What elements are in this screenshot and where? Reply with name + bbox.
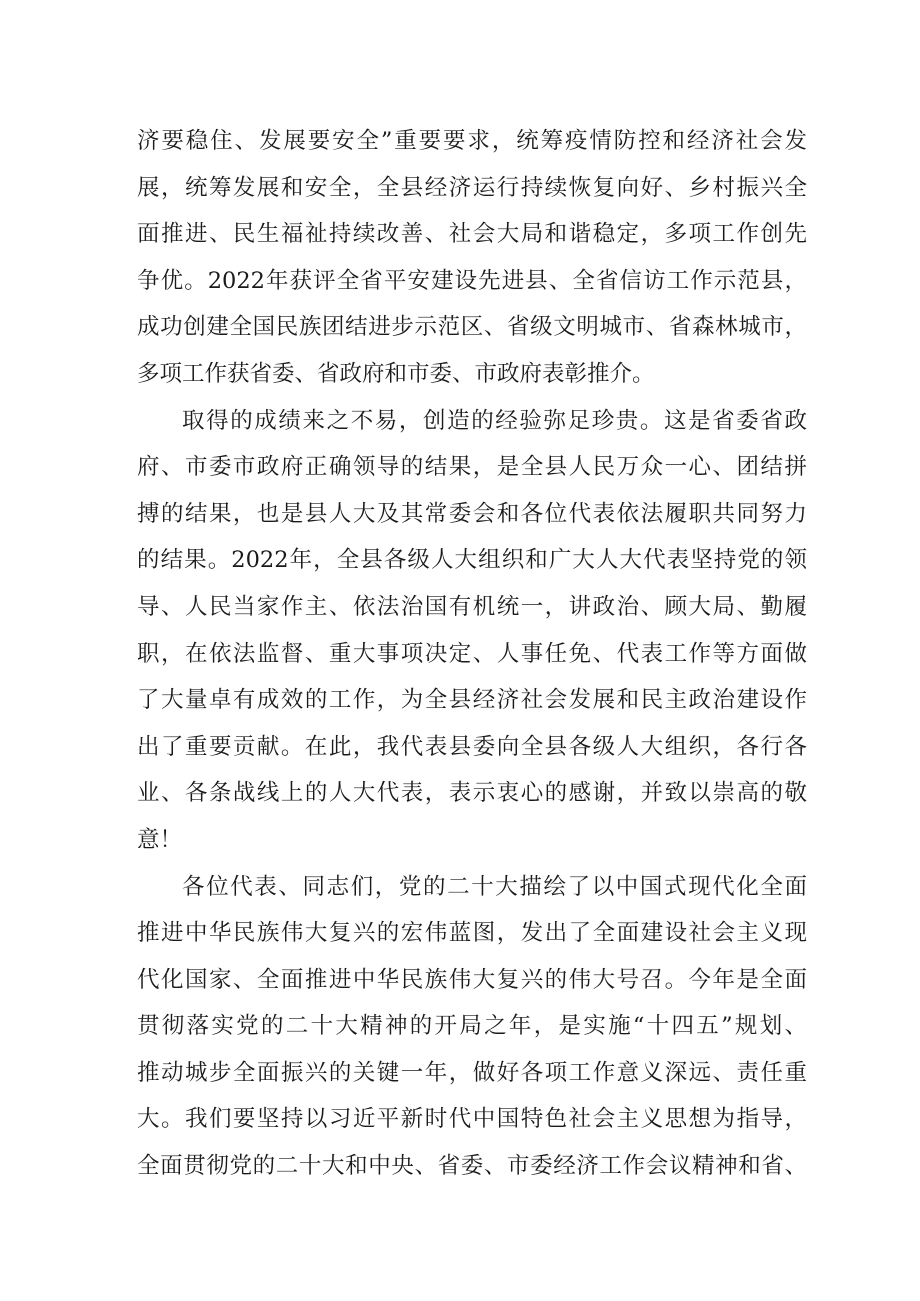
paragraph-line: 展，统筹发展和安全，全县经济运行持续恢复向好、乡村振兴全	[137, 174, 807, 201]
paragraph-line: 大。我们要坚持以习近平新时代中国特色社会主义思想为指导，	[137, 1106, 807, 1133]
paragraph-line: 代化国家、全面推进中华民族伟大复兴的伟大号召。今年是全面	[137, 966, 807, 993]
paragraph-line: 职，在依法监督、重大事项决定、人事任免、代表工作等方面做	[137, 640, 807, 667]
paragraph-line: 意！	[137, 826, 183, 853]
document-body	[137, 118, 807, 1190]
paragraph-line: 了大量卓有成效的工作，为全县经济社会发展和民主政治建设作	[137, 687, 807, 714]
paragraph-line: 推动城步全面振兴的关键一年，做好各项工作意义深远、责任重	[137, 1059, 807, 1086]
paragraph-3	[137, 864, 807, 1190]
paragraph-1	[137, 118, 807, 398]
paragraph-line: 出了重要贡献。在此，我代表县委向全县各级人大组织，各行各	[137, 733, 807, 760]
paragraph-line: 推进中华民族伟大复兴的宏伟蓝图，发出了全面建设社会主义现	[137, 920, 807, 947]
paragraph-line: 济要稳住、发展要安全”重要要求，统筹疫情防控和经济社会发	[137, 128, 807, 154]
paragraph-line: 导、人民当家作主、依法治国有机统一，讲政治、顾大局、勤履	[137, 593, 807, 620]
paragraph-line: 的结果。2022年，全县各级人大组织和广大人大代表坚持党的领	[137, 547, 807, 574]
paragraph-2	[137, 398, 807, 864]
paragraph-line: 贯彻落实党的二十大精神的开局之年，是实施“十四五”规划、	[137, 1013, 807, 1040]
paragraph-line: 取得的成绩来之不易，创造的经验弥足珍贵。这是省委省政	[182, 407, 807, 434]
paragraph-line: 各位代表、同志们，党的二十大描绘了以中国式现代化全面	[182, 873, 807, 900]
paragraph-line: 面推进、民生福祉持续改善、社会大局和谐稳定，多项工作创先	[137, 221, 807, 248]
paragraph-line: 多项工作获省委、省政府和市委、市政府表彰推介。	[137, 360, 655, 387]
paragraph-line: 业、各条战线上的人大代表，表示衷心的感谢，并致以崇高的敬	[137, 780, 807, 807]
paragraph-line: 搏的结果，也是县人大及其常委会和各位代表依法履职共同努力	[137, 500, 807, 527]
paragraph-line: 争优。2022年获评全省平安建设先进县、全省信访工作示范县，	[137, 267, 807, 294]
paragraph-line: 府、市委市政府正确领导的结果，是全县人民万众一心、团结拼	[137, 454, 807, 481]
paragraph-line: 成功创建全国民族团结进步示范区、省级文明城市、省森林城市，	[137, 314, 807, 341]
paragraph-line: 全面贯彻党的二十大和中央、省委、市委经济工作会议精神和省、	[137, 1153, 807, 1180]
